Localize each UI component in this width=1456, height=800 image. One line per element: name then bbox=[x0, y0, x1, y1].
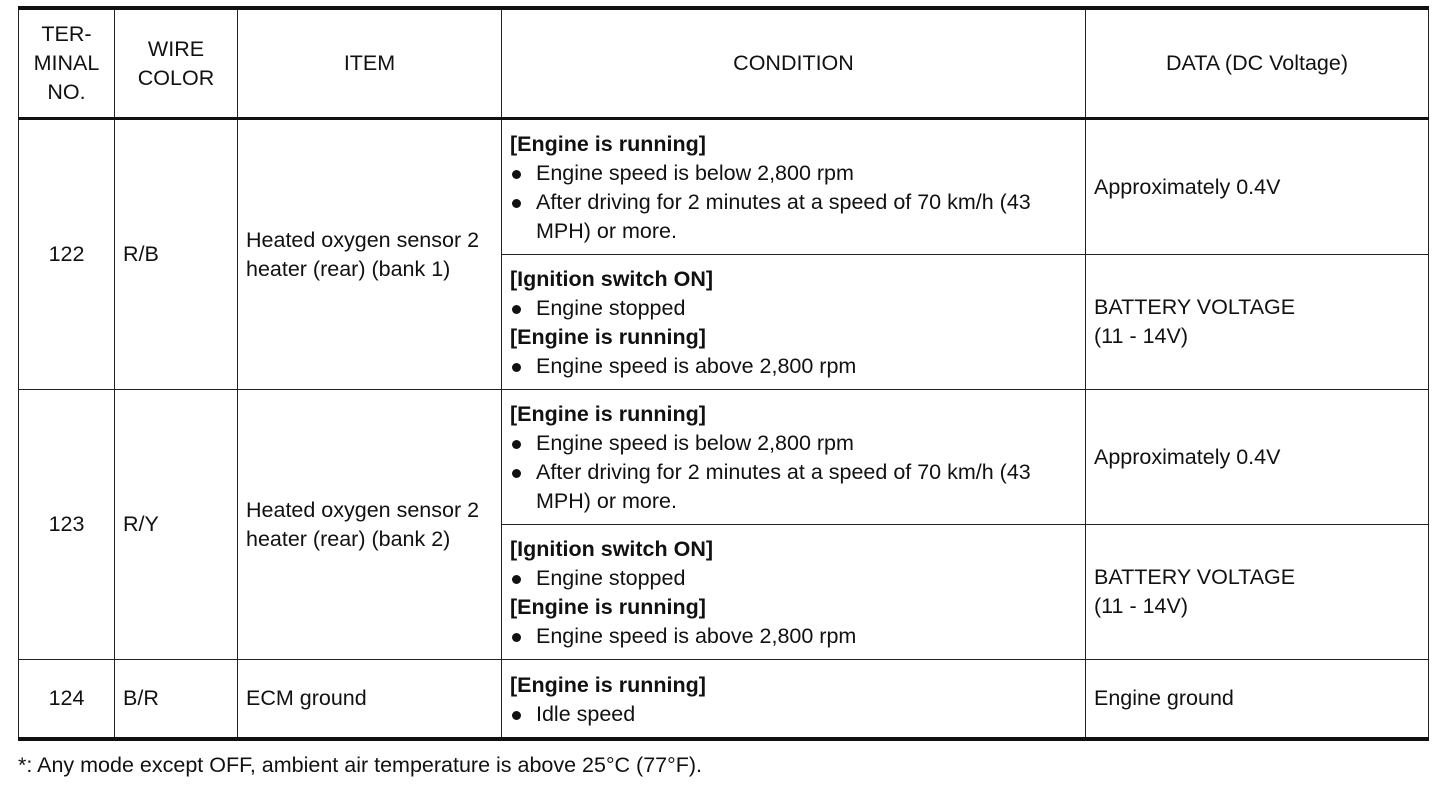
data-value: Approximately 0.4V bbox=[1086, 119, 1429, 255]
data-value-line: (11 - 14V) bbox=[1094, 324, 1188, 348]
condition-heading: [Engine is running] bbox=[510, 132, 706, 156]
terminal-number: 124 bbox=[19, 660, 115, 740]
wire-color: R/Y bbox=[115, 390, 238, 660]
footnote: *: Any mode except OFF, ambient air temperature is above 25°C (77°F). bbox=[18, 753, 703, 777]
data-value-line: BATTERY VOLTAGE bbox=[1094, 565, 1296, 589]
condition-bullet: Engine speed is above 2,800 rpm bbox=[510, 622, 1077, 651]
condition-heading: [Ignition switch ON] bbox=[510, 267, 714, 291]
header-terminal-no bbox=[19, 8, 115, 119]
item-description: Heated oxygen sensor 2 heater (rear) (bank 1) bbox=[238, 119, 502, 390]
condition-cell bbox=[502, 390, 1086, 525]
condition-bullet: Engine stopped bbox=[510, 564, 1077, 593]
condition-bullet: After driving for 2 minutes at a speed of 70 km/h (43 MPH) or more. bbox=[510, 188, 1077, 246]
header-terminal-line: NO. bbox=[47, 80, 86, 104]
item-description: Heated oxygen sensor 2 heater (rear) (bank 2) bbox=[238, 390, 502, 660]
table-row bbox=[19, 660, 1429, 740]
condition-cell bbox=[502, 525, 1086, 660]
table-row bbox=[19, 119, 1429, 255]
condition-cell bbox=[502, 255, 1086, 390]
header-terminal-line: MINAL bbox=[33, 51, 100, 75]
condition-bullet: Idle speed bbox=[510, 700, 1077, 729]
header-wire-color bbox=[115, 8, 238, 119]
condition-bullet: After driving for 2 minutes at a speed of 70 km/h (43 MPH) or more. bbox=[510, 458, 1077, 516]
header-wire-line: COLOR bbox=[137, 65, 215, 90]
condition-cell bbox=[502, 660, 1086, 740]
wire-color: B/R bbox=[115, 660, 238, 740]
header-condition: CONDITION bbox=[502, 8, 1086, 119]
header-data: DATA (DC Voltage) bbox=[1086, 8, 1429, 119]
condition-heading: [Engine is running] bbox=[510, 325, 706, 349]
condition-bullet: Engine speed is below 2,800 rpm bbox=[510, 159, 1077, 188]
data-value: Engine ground bbox=[1086, 660, 1429, 740]
wire-color: R/B bbox=[115, 119, 238, 390]
header-item: ITEM bbox=[238, 8, 502, 119]
condition-heading: [Engine is running] bbox=[510, 595, 706, 619]
table-header-row bbox=[19, 8, 1429, 119]
data-value bbox=[1086, 525, 1429, 660]
condition-bullet: Engine speed is below 2,800 rpm bbox=[510, 429, 1077, 458]
terminal-number: 122 bbox=[19, 119, 115, 390]
table-row bbox=[19, 390, 1429, 525]
condition-bullet: Engine stopped bbox=[510, 294, 1077, 323]
terminal-number: 123 bbox=[19, 390, 115, 660]
item-description: ECM ground bbox=[238, 660, 502, 740]
condition-heading: [Engine is running] bbox=[510, 402, 706, 426]
header-terminal-line: TER- bbox=[41, 22, 92, 46]
data-value-line: BATTERY VOLTAGE bbox=[1094, 295, 1296, 319]
data-value bbox=[1086, 255, 1429, 390]
condition-heading: [Ignition switch ON] bbox=[510, 537, 714, 561]
condition-cell bbox=[502, 119, 1086, 255]
header-wire-line: WIRE bbox=[147, 36, 205, 61]
data-value: Approximately 0.4V bbox=[1086, 390, 1429, 525]
condition-heading: [Engine is running] bbox=[510, 672, 706, 697]
condition-bullet: Engine speed is above 2,800 rpm bbox=[510, 352, 1077, 381]
ecm-terminal-table bbox=[18, 6, 1429, 741]
data-value-line: (11 - 14V) bbox=[1094, 594, 1188, 618]
